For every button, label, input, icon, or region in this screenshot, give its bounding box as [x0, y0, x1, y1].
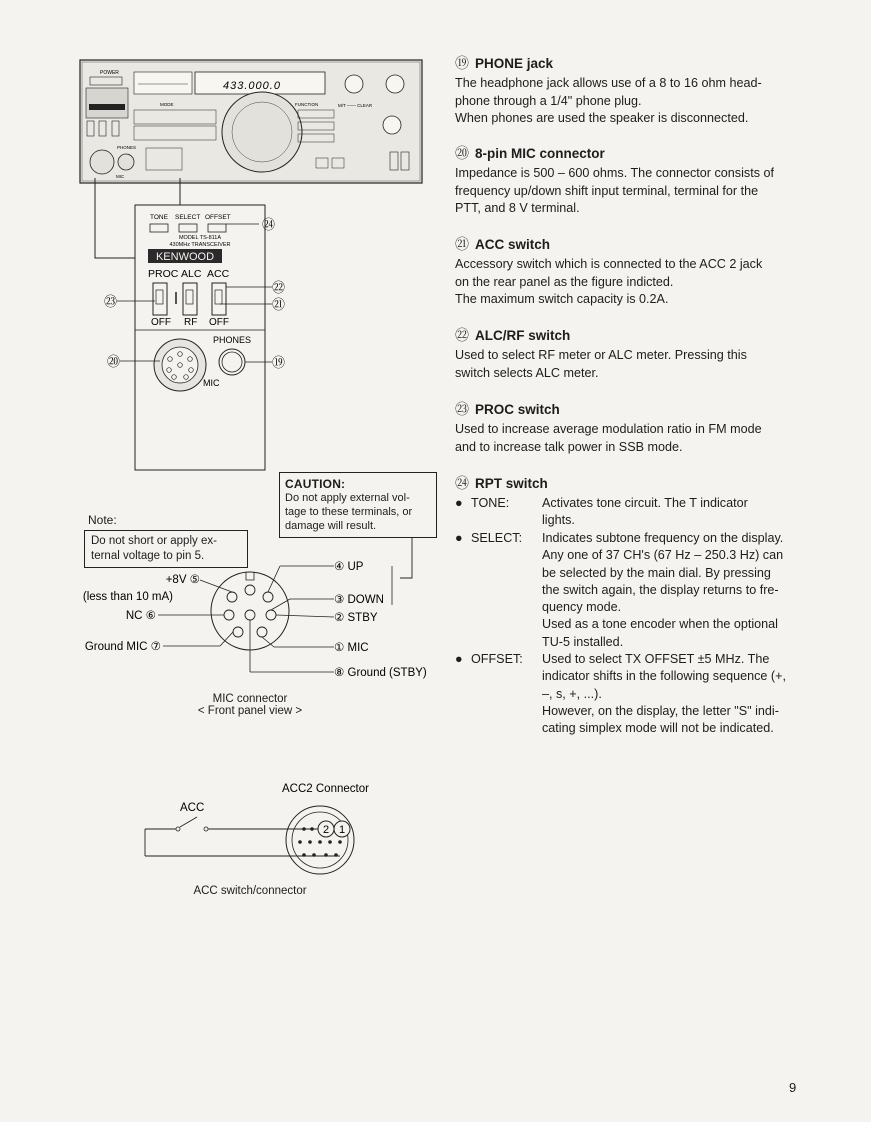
- phone-jack-heading: ⑲ PHONE jack: [455, 55, 554, 71]
- svg-text:PHONES: PHONES: [213, 335, 252, 345]
- mic-connector-heading: ⑳ 8-pin MIC connector: [455, 145, 605, 161]
- kenwood-logo: KENWOOD: [155, 251, 215, 263]
- svg-text:M/T —— CLEAR: M/T —— CLEAR: [338, 103, 373, 108]
- svg-text:Ground MIC ⑦: Ground MIC ⑦: [84, 641, 161, 653]
- svg-text:OFFSET: OFFSET: [205, 214, 231, 221]
- mic-connector-caption: MIC connector < Front panel view >: [197, 693, 303, 717]
- svg-text:③ DOWN: ③ DOWN: [334, 594, 384, 606]
- svg-text:② STBY: ② STBY: [334, 612, 378, 624]
- svg-text:RF: RF: [184, 317, 198, 328]
- svg-text:① MIC: ① MIC: [334, 642, 369, 654]
- caution-box: CAUTION: Do not apply external vol- tage to these terminals, or damage will result.: [279, 472, 437, 538]
- svg-text:SELECT: SELECT: [175, 214, 201, 221]
- svg-text:TONE: TONE: [150, 214, 168, 221]
- acc-switch-heading: ㉑ ACC switch: [455, 236, 551, 252]
- proc-text: Used to increase average modulation ratio in FM mode and to increase talk power in SSB mode.: [455, 422, 762, 454]
- mic-connector-text: Impedance is 500 – 600 ohms. The connector consists of frequency up/down shift input terminal, terminal for the PTT, and 8 V terminal.: [455, 166, 774, 215]
- svg-text:⑳: ⑳: [107, 354, 121, 369]
- acc-caption: ACC switch/connector: [193, 885, 307, 897]
- svg-text:㉑: ㉑: [272, 297, 286, 312]
- svg-text:㉔: ㉔: [262, 217, 276, 232]
- svg-text:NC ⑥: NC ⑥: [125, 610, 156, 622]
- page-number: 9: [789, 1080, 797, 1095]
- note-box: Do not short or apply ex- ternal voltage to pin 5.: [84, 530, 248, 568]
- svg-text:OFF: OFF: [151, 317, 171, 328]
- svg-text:2: 2: [322, 824, 330, 836]
- svg-text:OFF: OFF: [209, 317, 229, 328]
- svg-text:MIC: MIC: [203, 378, 220, 388]
- svg-text:PHONES: PHONES: [117, 145, 137, 150]
- svg-text:㉒: ㉒: [272, 280, 286, 295]
- svg-text:MIC: MIC: [116, 174, 125, 179]
- proc-heading: ㉓ PROC switch: [455, 401, 560, 417]
- svg-text:④ UP: ④ UP: [334, 561, 364, 573]
- svg-text:ACC: ACC: [207, 268, 230, 280]
- frequency-readout: 433.000.0: [223, 80, 281, 92]
- svg-text:(less than 10 mA): (less than 10 mA): [82, 591, 173, 603]
- svg-text:FUNCTION: FUNCTION: [295, 102, 319, 107]
- bullet-icon: ●: [455, 652, 463, 666]
- bullet-icon: ●: [455, 531, 463, 545]
- alc-rf-heading: ㉒ ALC/RF switch: [455, 327, 571, 343]
- rpt-heading: ㉔ RPT switch: [455, 475, 548, 491]
- svg-text:㉓: ㉓: [104, 294, 118, 309]
- phone-jack-text: The headphone jack allows use of a 8 to 16 ohm head- phone through a 1/4" phone plug. When phones are used the speaker is disconnected.: [455, 76, 762, 125]
- svg-text:⑲: ⑲: [272, 355, 286, 370]
- svg-text:PROC: PROC: [148, 268, 179, 280]
- svg-text:ACC2 Connector: ACC2 Connector: [282, 783, 369, 795]
- note-label: Note:: [88, 513, 117, 527]
- svg-text:⑧ Ground (STBY): ⑧ Ground (STBY): [334, 667, 427, 679]
- bullet-icon: ●: [455, 496, 463, 510]
- acc-switch-text: Accessory switch which is connected to the ACC 2 jack on the rear panel as the figure indicted. The maximum switch capacity is 0.2A.: [455, 257, 763, 306]
- svg-text:430MHz TRANSCEIVER: 430MHz TRANSCEIVER: [169, 242, 231, 248]
- front-panel-figure: [0, 0, 440, 500]
- svg-text:ALC: ALC: [181, 268, 202, 280]
- svg-text:1: 1: [338, 824, 346, 836]
- svg-text:MODE: MODE: [160, 102, 174, 107]
- svg-text:MODEL TS-811A: MODEL TS-811A: [178, 235, 222, 241]
- svg-text:ACC: ACC: [180, 802, 205, 814]
- alc-rf-text: Used to select RF meter or ALC meter. Pressing this switch selects ALC meter.: [455, 348, 747, 380]
- svg-text:+8V ⑤: +8V ⑤: [165, 574, 200, 586]
- svg-text:POWER: POWER: [100, 70, 119, 76]
